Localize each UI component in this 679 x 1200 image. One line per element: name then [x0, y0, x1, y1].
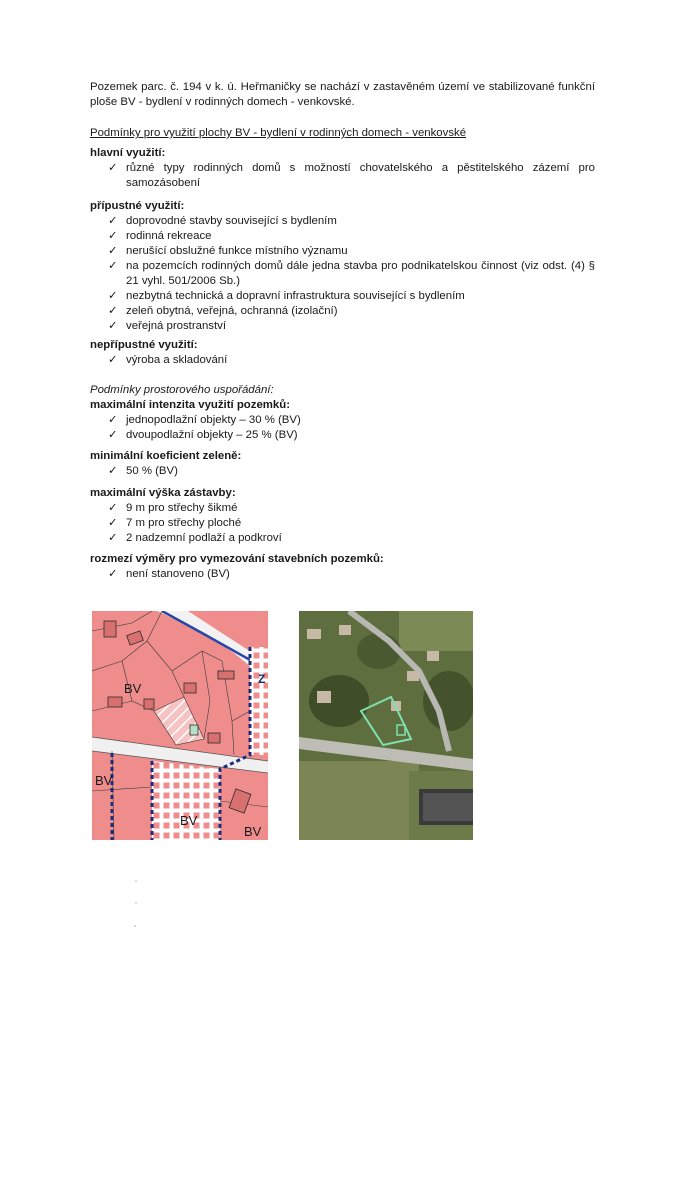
group-permitted-use	[90, 199, 595, 334]
list-item: ✓ výroba a skladování	[108, 354, 228, 366]
zone-label-z: Z	[258, 672, 266, 686]
list-item: ✓ nerušící obslužné funkce místního významu	[108, 245, 348, 257]
checkmark-icon: ✓	[108, 162, 118, 174]
checkmark-icon: ✓	[108, 502, 118, 514]
check-list	[90, 501, 595, 546]
group-max-height	[90, 486, 595, 546]
check-list	[90, 464, 595, 479]
check-list	[90, 567, 595, 582]
group-main-use	[90, 146, 595, 191]
group-plot-size	[90, 552, 595, 582]
checkmark-icon: ✓	[108, 568, 118, 580]
list-item: ✓ 7 m pro střechy ploché	[108, 517, 242, 529]
checkmark-icon: ✓	[108, 429, 118, 441]
checkmark-icon: ✓	[108, 320, 118, 332]
list-item: ✓ 9 m pro střechy šikmé	[108, 502, 238, 514]
scan-speck	[134, 925, 136, 927]
scan-speck	[135, 902, 137, 904]
zone-label-bv-left: BV	[95, 773, 113, 788]
zone-label-bv-bottom: BV	[180, 813, 198, 828]
checkmark-icon: ✓	[108, 305, 118, 317]
list-item: ✓ nezbytná technická a dopravní infrastruktura související s bydlením	[108, 290, 465, 302]
spatial-title: Podmínky prostorového uspořádání:	[90, 384, 274, 396]
orthophoto-map	[299, 611, 473, 840]
checkmark-icon: ✓	[108, 230, 118, 242]
list-item: ✓ na pozemcích rodinných domů dále jedna stavba pro podnikatelskou činnost (viz odst. (4) § 21 vyhl. 501/2006 Sb.)	[108, 260, 595, 287]
group-heading: maximální intenzita využití pozemků:	[90, 399, 291, 411]
intro-paragraph: Pozemek parc. č. 194 v k. ú. Heřmaničky se nachází v zastavěném území ve stabilizované funkční ploše BV - bydlení v rodinných domech - venkovské.	[90, 81, 595, 108]
checkmark-icon: ✓	[108, 290, 118, 302]
list-item: ✓ doprovodné stavby související s bydlením	[108, 215, 337, 227]
checkmark-icon: ✓	[108, 245, 118, 257]
group-heading: maximální výška zástavby:	[90, 487, 236, 499]
check-list	[90, 353, 595, 368]
group-heading: minimální koeficient zeleně:	[90, 450, 242, 462]
group-intensity	[90, 398, 595, 443]
list-item: ✓ různé typy rodinných domů s možností chovatelského a pěstitelského zázemí pro samozásobení	[108, 162, 595, 189]
list-item: ✓ 2 nadzemní podlaží a podkroví	[108, 532, 282, 544]
check-list	[90, 413, 595, 443]
list-item: ✓ dvoupodlažní objekty – 25 % (BV)	[108, 429, 298, 441]
zoning-map-graphic	[92, 611, 268, 840]
list-item: ✓ rodinná rekreace	[108, 230, 212, 242]
checkmark-icon: ✓	[108, 517, 118, 529]
orthophoto-graphic	[299, 611, 473, 840]
check-list	[90, 161, 595, 191]
zone-label-bv-right: BV	[244, 824, 262, 839]
list-item: ✓ není stanoveno (BV)	[108, 568, 230, 580]
list-item: ✓ veřejná prostranství	[108, 320, 227, 332]
group-heading: přípustné využití:	[90, 200, 185, 212]
check-list	[90, 214, 595, 334]
list-item: ✓ jednopodlažní objekty – 30 % (BV)	[108, 414, 301, 426]
checkmark-icon: ✓	[108, 215, 118, 227]
group-heading: nepřípustné využití:	[90, 339, 198, 351]
section-title: Podmínky pro využití plochy BV - bydlení v rodinných domech - venkovské	[90, 127, 467, 139]
group-heading: rozmezí výměry pro vymezování stavebních pozemků:	[90, 553, 384, 565]
group-green-coefficient	[90, 449, 595, 479]
checkmark-icon: ✓	[108, 465, 118, 477]
group-prohibited-use	[90, 338, 595, 368]
checkmark-icon: ✓	[108, 354, 118, 366]
checkmark-icon: ✓	[108, 414, 118, 426]
zone-label-bv-top: BV	[124, 681, 142, 696]
group-heading: hlavní využití:	[90, 147, 166, 159]
scan-speck	[135, 880, 137, 882]
checkmark-icon: ✓	[108, 260, 118, 272]
list-item: ✓ zeleň obytná, veřejná, ochranná (izolační)	[108, 305, 338, 317]
zoning-map	[92, 611, 268, 840]
list-item: ✓ 50 % (BV)	[108, 465, 178, 477]
checkmark-icon: ✓	[108, 532, 118, 544]
